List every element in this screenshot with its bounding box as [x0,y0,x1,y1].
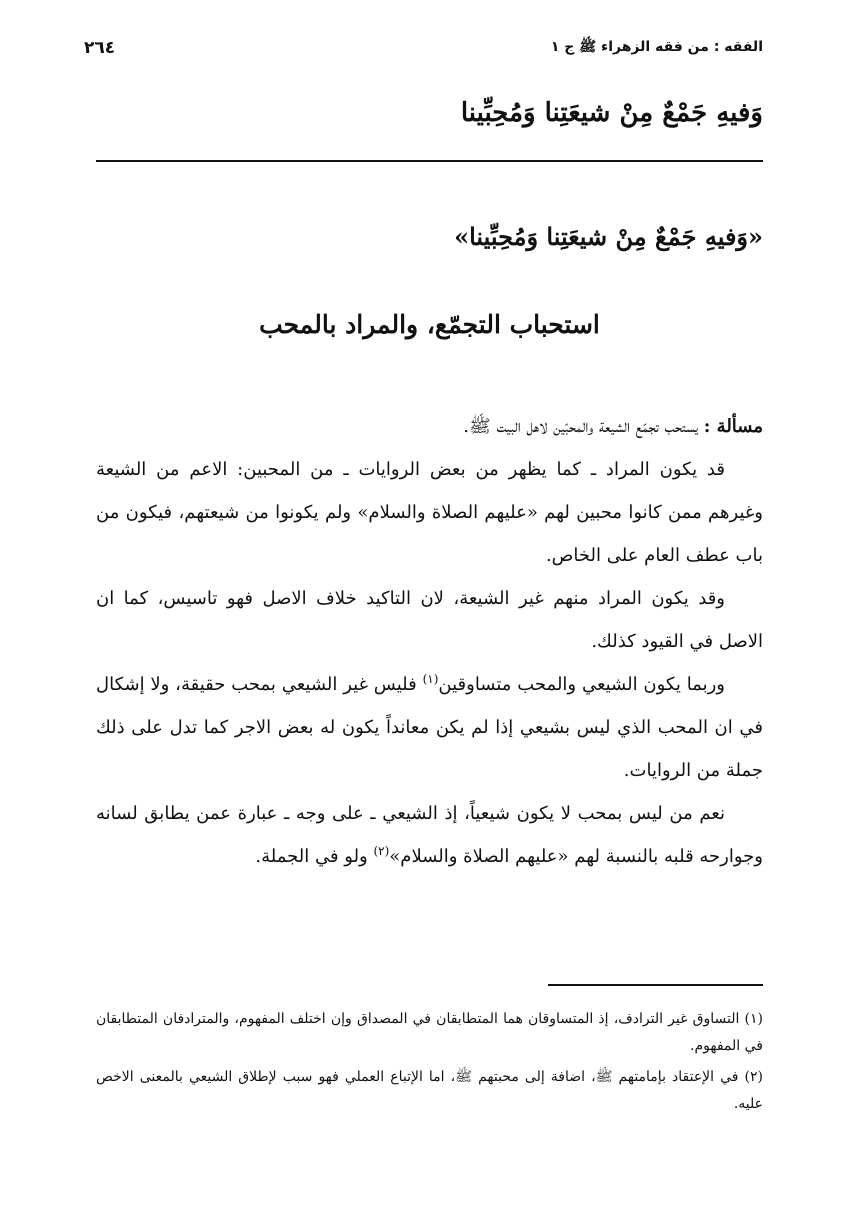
running-title: الفقه : من فقه الزهراء ﷺ ج ١ [550,39,763,55]
paragraph-3 [96,663,763,792]
issue-label: مسألة : [703,416,763,437]
page-number: ٢٦٤ [84,38,116,58]
body-text [96,405,763,878]
paragraph-2: وقد يكون المراد منهم غير الشيعة، لان التاكيد خلاف الاصل فهو تاسيس، كما ان الاصل في القيود كذلك. [96,588,763,652]
footnote-divider [548,984,763,986]
paragraph-3-end: فليس غير الشيعي بمحب حقيقة، ولا إشكال في ان المحب الذي ليس بشيعي إذا لم يكن معانداً يكون له بعض الاجر كما تدل على ذلك جملة من الروايات. [96,674,763,781]
footnote-2: (٢) في الإعتقاد بإمامتهم ﷺ، اضافة إلى محبتهم ﷺ، اما الإتباع العملي فهو سبب لإطلاق الشيعي بالمعنى الاخص عليه. [96,1069,763,1112]
footnotes [96,1006,763,1122]
paragraph-1: قد يكون المراد ـ كما يظهر من بعض الروايات ـ من المحبين: الاعم من الشيعة وغيرهم ممن كانوا محبين لهم «عليهم الصلاة والسلام» ولم يكونوا من شيعتهم، فيكون من باب عطف العام على الخاص. [96,459,763,566]
section-title: استحباب التجمّع، والمراد بالمحب [259,310,600,339]
paragraph-4-start: نعم من ليس بمحب لا يكون شيعياً، إذ الشيعي ـ على وجه ـ عبارة عمن يطابق لسانه وجوارحه قلبه بالنسبة لهم «عليهم الصلاة والسلام» [96,803,763,867]
paragraph-3-start: وربما يكون الشيعي والمحب متساوقين [438,674,725,695]
paragraph-4 [96,792,763,878]
footnote-ref-1[interactable]: (١) [422,672,439,686]
footnote-1: (١) التساوق غير الترادف، إذ المتساوقان هما المتطابقان في المصداق وإن اختلف المفهوم، والمترادفان المتطابقان في المفهوم. [96,1011,763,1054]
issue-paragraph [96,405,763,448]
paragraph-4-end: ولو في الجملة. [255,846,374,867]
page-header [84,34,763,62]
chapter-heading: وَفيهِ جَمْعٌ مِنْ شيعَتِنا وَمُحِبِّينا [460,98,763,128]
footnote-ref-2[interactable]: (٢) [373,844,390,858]
issue-text: يستحب تجمّع الشيعة والمحبّين لاهل البيت ﷺ. [463,416,704,437]
heading-divider [96,160,763,162]
quoted-phrase-title: «وَفيهِ جَمْعٌ مِنْ شيعَتِنا وَمُحِبِّينا» [454,222,763,251]
